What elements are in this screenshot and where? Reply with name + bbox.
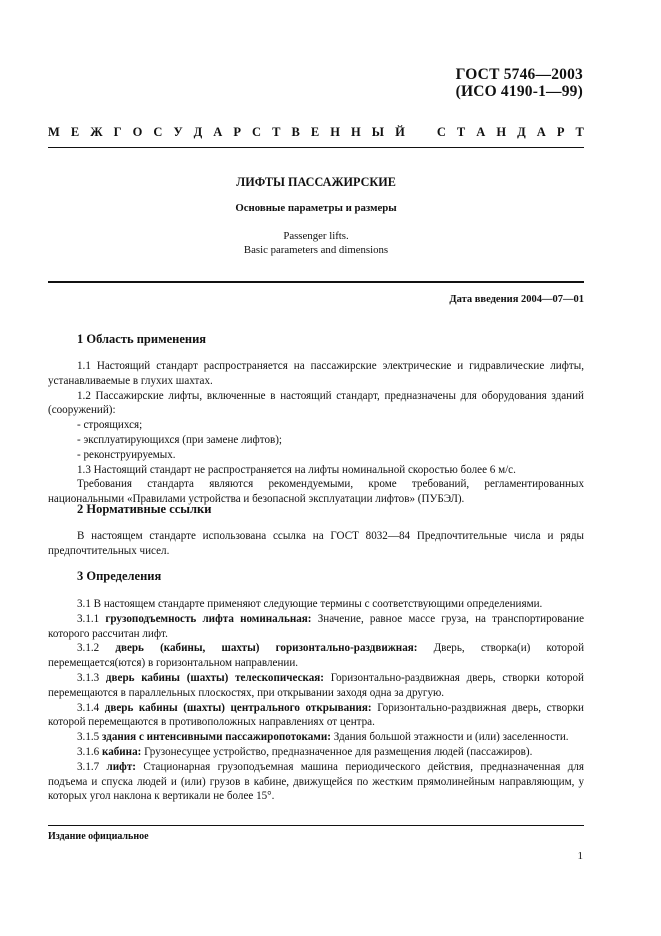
banner-letter: У — [173, 125, 183, 139]
page-number: 1 — [577, 850, 583, 862]
definition-term: лифт: — [106, 760, 136, 773]
definition-3-1-1 — [48, 612, 584, 642]
banner-letter: Д — [193, 125, 203, 139]
banner-word-gap — [416, 125, 426, 140]
paragraph-3-1: 3.1 В настоящем стандарте применяют следующие термины с соответствующими определениями. — [77, 598, 543, 610]
definition-text: Стационарная грузоподъемная машина периодического действия, предназначенная для подъема и спуска людей и (или) грузов в кабине, движущейся по жестким прямолинейным направляющим, у которых угол наклона к вертикали не более 15°. — [48, 760, 584, 803]
banner-letter: Н — [496, 125, 507, 139]
english-title-line-1: Passenger lifts. — [283, 230, 349, 242]
banner-letter: Н — [350, 125, 361, 139]
definition-term: дверь (кабины, шахты) горизонтально-раздвижная: — [115, 642, 418, 655]
definition-number: 3.1.7 — [77, 760, 107, 773]
banner-letter: А — [476, 125, 486, 139]
official-edition-label: Издание официальное — [48, 831, 149, 842]
banner-letter: А — [213, 125, 223, 139]
definition-number: 3.1.2 — [77, 642, 116, 655]
banner-letter: С — [153, 125, 163, 139]
banner-letter: Т — [575, 125, 584, 139]
definition-3-1-3 — [48, 671, 584, 701]
introduction-date: Дата введения 2004—07—01 — [449, 294, 584, 305]
paragraph-1-2: 1.2 Пассажирские лифты, включенные в настоящий стандарт, предназначены для оборудования зданий (сооружений): — [48, 389, 584, 417]
banner-letter: С — [436, 125, 446, 139]
list-item: - реконструируемых. — [77, 448, 176, 461]
banner-letter: Т — [272, 125, 281, 139]
definition-text: Дверь, створка(и) которой перемещается(ются) в горизонтальном направлении. — [48, 642, 585, 670]
paragraph-1-3: 1.3 Настоящий стандарт не распространяется на лифты номинальной скоростью более 6 м/с. — [77, 463, 516, 476]
document-subtitle: Основные параметры и размеры — [235, 202, 397, 214]
banner-letter: Р — [233, 125, 241, 139]
definition-3-1-2 — [48, 641, 584, 671]
banner-letter: О — [132, 125, 143, 139]
english-title-line-2: Basic parameters and dimensions — [243, 244, 389, 256]
banner-letter: Ы — [371, 125, 385, 139]
section-3-heading: 3 Определения — [77, 569, 162, 583]
definition-term: кабина: — [101, 745, 142, 758]
paragraph-1-4: Требования стандарта являются рекомендуемыми, кроме требований, регламентированных национальными «Правилами устройства и безопасной эксплуатации лифтов» (ПУБЭЛ). — [48, 478, 584, 506]
footer-rule — [48, 825, 584, 826]
banner-letter: Г — [113, 125, 122, 139]
definition-3-1-6 — [48, 745, 584, 760]
definition-3-1-7 — [48, 760, 584, 804]
banner-letter: С — [252, 125, 262, 139]
banner-letter: Ж — [90, 125, 103, 139]
banner-letter: Е — [70, 125, 80, 139]
paragraph-1-1: 1.1 Настоящий стандарт распространяется на пассажирские электрические и гидравлические лифты, устанавливаемые в глухих шахтах. — [48, 360, 584, 387]
definition-term: здания с интенсивными пассажиропотоками: — [101, 731, 331, 744]
banner-letter: Д — [517, 125, 526, 139]
section-2-heading: 2 Нормативные ссылки — [77, 502, 212, 516]
banner-letter: Н — [330, 125, 340, 139]
title-rule — [48, 281, 584, 283]
banner-letter: Е — [310, 125, 320, 139]
definition-number: 3.1.1 — [77, 612, 106, 625]
definition-number: 3.1.6 — [77, 745, 102, 758]
banner-letter: Р — [556, 125, 565, 139]
english-title — [48, 229, 584, 257]
definition-text: Горизонтально-раздвижная дверь, створки которой перемещаются в противоположных направлениях от центра. — [48, 701, 584, 729]
definition-number: 3.1.5 — [77, 731, 102, 744]
section-1-heading: 1 Область применения — [77, 332, 207, 346]
banner-letter: М — [48, 125, 60, 139]
definition-number: 3.1.3 — [77, 671, 106, 684]
definition-text: Горизонтально-раздвижная дверь, створки которой перемещаются в параллельных плоскостях, при открывании заходя одна за другую. — [48, 671, 584, 699]
definition-term: грузоподъемность лифта номинальная: — [105, 612, 312, 625]
definition-text: Значение, равное массе груза, на транспортирование которого рассчитан лифт. — [48, 612, 584, 640]
iso-number: (ИСО 4190-1—99) — [455, 83, 583, 100]
definition-text: Здания большой этажности и (или) заселенности. — [330, 731, 569, 744]
list-item: - эксплуатирующихся (при замене лифтов); — [77, 433, 283, 446]
interstate-standard-banner — [48, 125, 584, 140]
definition-3-1-5 — [48, 730, 584, 745]
list-item: - строящихся; — [77, 419, 143, 432]
gost-number: ГОСТ 5746—2003 — [455, 66, 583, 83]
definition-number: 3.1.4 — [77, 701, 105, 714]
banner-letter: А — [536, 125, 546, 139]
document-title: ЛИФТЫ ПАССАЖИРСКИЕ — [236, 175, 396, 189]
section-1-body — [48, 359, 584, 507]
paragraph-2-1: В настоящем стандарте использована ссылка на ГОСТ 8032—84 Предпочтительные числа и ряды предпочтительных чисел. — [48, 530, 584, 557]
definition-3-1-4 — [48, 701, 584, 731]
definition-term: дверь кабины (шахты) центрального открывания: — [104, 701, 372, 714]
banner-letter: Т — [456, 125, 466, 139]
definition-text: Грузонесущее устройство, предназначенное для размещения людей (пассажиров). — [141, 745, 533, 758]
header-rule — [48, 147, 584, 148]
title-block — [48, 175, 584, 257]
section-2-body — [48, 529, 584, 559]
banner-letter: В — [291, 125, 300, 139]
banner-letter: Й — [395, 125, 405, 139]
document-identifier — [456, 66, 583, 100]
section-3-body — [48, 597, 584, 804]
definition-term: дверь кабины (шахты) телескопическая: — [105, 671, 324, 684]
